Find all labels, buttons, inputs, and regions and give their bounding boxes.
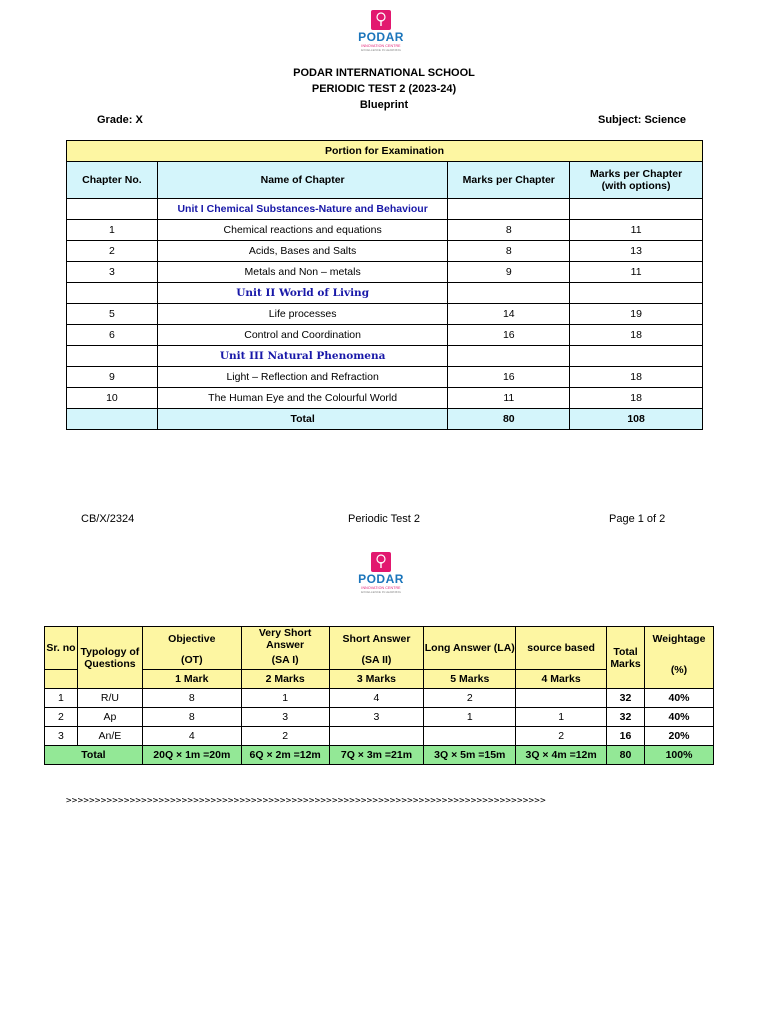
total-row xyxy=(45,746,714,765)
total-marks-options: 108 xyxy=(570,409,703,430)
unit-row xyxy=(67,283,703,304)
grade-label: Grade: X xyxy=(97,114,143,126)
table-row xyxy=(45,727,714,746)
cell: 2 xyxy=(424,689,516,708)
col-objective-code: (OT) xyxy=(142,651,241,670)
cell: 10 xyxy=(67,388,158,409)
cell: 16 xyxy=(607,727,645,746)
col-weightage: Weightage xyxy=(644,627,713,652)
total-vsa: 6Q × 2m =12m xyxy=(241,746,329,765)
cell: 1 xyxy=(424,708,516,727)
total-row xyxy=(67,409,703,430)
cell: 40% xyxy=(644,689,713,708)
cell: Metals and Non – metals xyxy=(157,262,448,283)
cell: 11 xyxy=(570,262,703,283)
cell: 2 xyxy=(241,727,329,746)
cell: 11 xyxy=(448,388,570,409)
total-sa: 7Q × 3m =21m xyxy=(329,746,424,765)
cell: Acids, Bases and Salts xyxy=(157,241,448,262)
cell: 3 xyxy=(329,708,424,727)
logo-sub: EXCELLENCE IN LEARNING xyxy=(361,48,401,52)
cell xyxy=(329,727,424,746)
total-objective: 20Q × 1m =20m xyxy=(142,746,241,765)
cell: 16 xyxy=(448,367,570,388)
table-row xyxy=(67,325,703,346)
cell: 6 xyxy=(67,325,158,346)
test-name: PERIODIC TEST 2 (2023-24) xyxy=(311,83,457,95)
doc-title: Blueprint xyxy=(359,99,409,111)
marks-sa: 3 Marks xyxy=(329,670,424,689)
cell: 5 xyxy=(67,304,158,325)
cell: 11 xyxy=(570,220,703,241)
table-row xyxy=(67,241,703,262)
cell: 4 xyxy=(329,689,424,708)
cell: 8 xyxy=(142,689,241,708)
col-sa: Short Answer xyxy=(329,627,424,652)
logo-sub: EXCELLENCE IN LEARNING xyxy=(361,590,401,594)
total-source: 3Q × 4m =12m xyxy=(516,746,607,765)
total-weightage: 100% xyxy=(644,746,713,765)
cell: 9 xyxy=(67,367,158,388)
table-row xyxy=(67,304,703,325)
col-source: source based xyxy=(516,627,607,670)
cell: 1 xyxy=(241,689,329,708)
tree-icon xyxy=(371,552,391,572)
marks-source: 4 Marks xyxy=(516,670,607,689)
marks-vsa: 2 Marks xyxy=(241,670,329,689)
col-typology: Typology of Questions xyxy=(77,627,142,689)
col-marks: Marks per Chapter xyxy=(448,162,570,199)
cell: Life processes xyxy=(157,304,448,325)
podar-logo xyxy=(351,10,411,52)
cell: Ap xyxy=(77,708,142,727)
cell: 8 xyxy=(448,220,570,241)
podar-logo xyxy=(351,552,411,594)
cell: 20% xyxy=(644,727,713,746)
unit-title: Unit III Natural Phenomena xyxy=(157,346,448,367)
doc-code: CB/X/2324 xyxy=(81,513,135,525)
cell: 14 xyxy=(448,304,570,325)
cell xyxy=(424,727,516,746)
col-vsa-code: (SA I) xyxy=(241,651,329,670)
col-vsa: Very Short Answer xyxy=(241,627,329,652)
cell: 2 xyxy=(45,708,78,727)
cell: 18 xyxy=(570,388,703,409)
cell: Light – Reflection and Refraction xyxy=(157,367,448,388)
unit-title: Unit I Chemical Substances-Nature and Behaviour xyxy=(157,199,448,220)
marks-la: 5 Marks xyxy=(424,670,516,689)
col-total: Total Marks xyxy=(607,627,645,689)
cell: 1 xyxy=(516,708,607,727)
col-sr: Sr. no xyxy=(45,627,78,670)
school-name: PODAR INTERNATIONAL SCHOOL xyxy=(293,67,475,79)
col-weightage-unit: (%) xyxy=(644,651,713,689)
unit-row xyxy=(67,346,703,367)
logo-name: PODAR xyxy=(358,30,404,44)
page-number: Page 1 of 2 xyxy=(609,513,666,525)
logo-tagline: INNOVATION CENTRE xyxy=(361,586,401,590)
cell: 32 xyxy=(607,689,645,708)
cell: Control and Coordination xyxy=(157,325,448,346)
cell: An/E xyxy=(77,727,142,746)
cell: 1 xyxy=(45,689,78,708)
table-row xyxy=(45,689,714,708)
col-marks-options-line2: (with options) xyxy=(601,180,671,192)
cell: R/U xyxy=(77,689,142,708)
table-row xyxy=(67,367,703,388)
footer-title: Periodic Test 2 xyxy=(348,513,420,525)
cell: 4 xyxy=(142,727,241,746)
portion-title: Portion for Examination xyxy=(67,141,703,162)
col-objective: Objective xyxy=(142,627,241,652)
col-chapter-no: Chapter No. xyxy=(67,162,158,199)
cell: 1 xyxy=(67,220,158,241)
cell: 3 xyxy=(67,262,158,283)
cell: Chemical reactions and equations xyxy=(157,220,448,241)
table-row xyxy=(45,708,714,727)
unit-title: Unit II World of Living xyxy=(157,283,448,304)
end-marker: >>>>>>>>>>>>>>>>>>>>>>>>>>>>>>>>>>>>>>>>>>>>>>>>>>>>>>>>>>>>>>>>>>>>>>>>>>>>>>>>>>> xyxy=(66,795,546,806)
cell: 32 xyxy=(607,708,645,727)
cell: 16 xyxy=(448,325,570,346)
total-label: Total xyxy=(157,409,448,430)
total-marks: 80 xyxy=(607,746,645,765)
total-marks: 80 xyxy=(448,409,570,430)
cell: 3 xyxy=(241,708,329,727)
unit-row xyxy=(67,199,703,220)
subject-label: Subject: Science xyxy=(598,114,687,126)
logo-tagline: INNOVATION CENTRE xyxy=(361,44,401,48)
table-row xyxy=(67,262,703,283)
cell: 2 xyxy=(516,727,607,746)
cell: 19 xyxy=(570,304,703,325)
cell: 13 xyxy=(570,241,703,262)
col-la: Long Answer (LA) xyxy=(424,627,516,670)
col-marks-options-line1: Marks per Chapter xyxy=(589,168,683,180)
table-row xyxy=(67,220,703,241)
total-label: Total xyxy=(45,746,143,765)
cell: 40% xyxy=(644,708,713,727)
portion-table xyxy=(66,140,703,430)
cell: 8 xyxy=(142,708,241,727)
cell: 2 xyxy=(67,241,158,262)
col-chapter-name: Name of Chapter xyxy=(157,162,448,199)
typology-table xyxy=(44,626,714,765)
total-la: 3Q × 5m =15m xyxy=(424,746,516,765)
cell: 18 xyxy=(570,325,703,346)
marks-objective: 1 Mark xyxy=(142,670,241,689)
cell: 3 xyxy=(45,727,78,746)
tree-icon xyxy=(371,10,391,30)
cell: 18 xyxy=(570,367,703,388)
col-marks-options xyxy=(570,162,703,199)
cell xyxy=(516,689,607,708)
table-row xyxy=(67,388,703,409)
logo-name: PODAR xyxy=(358,572,404,586)
cell: The Human Eye and the Colourful World xyxy=(157,388,448,409)
col-sa-code: (SA II) xyxy=(329,651,424,670)
cell: 9 xyxy=(448,262,570,283)
cell: 8 xyxy=(448,241,570,262)
